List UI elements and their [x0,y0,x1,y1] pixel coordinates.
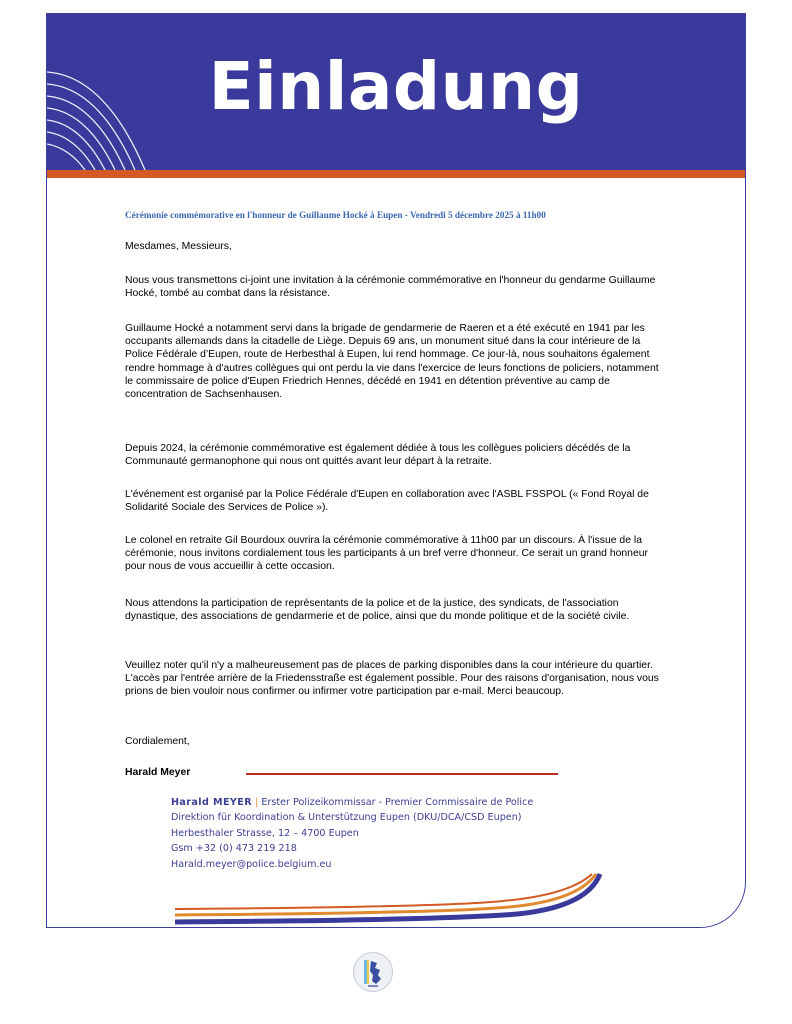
contact-separator: | [255,797,259,808]
footer-swoosh [47,14,746,928]
contact-phone: Gsm +32 (0) 473 219 218 [171,843,297,855]
contact-title: Erster Polizeikommissar - Premier Commissaire de Police [261,797,534,808]
closing: Cordialement, [125,736,190,747]
contact-email[interactable]: Harald.meyer@police.belgium.eu [171,858,332,870]
signature-name: Harald Meyer [125,767,191,778]
paragraph-6: Nous attendons la participation de représentants de la police et de la justice, des syndicats, de l'association dynastique, des associations de gendarmerie et de police, ainsi que du monde politique et de la société civile. [125,598,630,623]
letter-subject: Cérémonie commémorative en l'honneur de Guillaume Hocké à Eupen - Vendredi 5 décembre 2025 à 11h00 [125,210,546,220]
contact-name: Harald MEYER [171,797,252,808]
paragraph-3: Depuis 2024, la cérémonie commémorative est également dédiée à tous les collègues policiers décédés de la Communauté germanophone qui nous ont quittés avant leur départ à la retraite. [125,443,631,468]
salutation: Mesdames, Messieurs, [125,241,232,252]
paragraph-5: Le colonel en retraite Gil Bourdoux ouvrira la cérémonie commémorative à 11h00 par un discours. À l'issue de la cérémonie, nous invitons cordialement tous les participants à un bref verre d'honneur. Ce serait un grand honneur pour nous de vous accueillir à cette occasion. [125,535,648,573]
banner-title: Einladung [208,48,584,125]
paragraph-2: Guillaume Hocké a notamment servi dans la brigade de gendarmerie de Raeren et a été exécuté en 1941 par les occupants allemands dans la citadelle de Liège. Depuis 69 ans, un monument situé dans la cour intérieure de la Police Fédérale d’Eupen, route de Herbesthal à Eupen, lui rend hommage. Ce jour-là, nous souhaitons également rendre hommage à d'autres collègues qui ont perdu la vie dans l'exercice de leurs fonctions de policiers, notamment le commissaire de police d'Eupen Friedrich Hennes, décédé en 1941 en détention préventive au camp de concentration de Sachsenhausen. [125,323,659,401]
contact-block [171,795,611,872]
paragraph-1: Nous vous transmettons ci-joint une invitation à la cérémonie commémorative en l'honneur du gendarme Guillaume Hocké, tombé au combat dans la résistance. [125,275,656,300]
signature-line [246,773,558,775]
paragraph-7: Veuillez noter qu'il n'y a malheureusement pas de places de parking disponibles dans la cour intérieure du quartier. L'accès par l'entrée arrière de la Friedensstraße est également possible. Pour des raisons d'organisation, nous vous prions de bien vouloir nous confirmer ou infirmer votre participation par e-mail. Merci beaucoup. [125,660,659,698]
contact-header [171,795,611,810]
contact-address: Herbesthaler Strasse, 12 – 4700 Eupen [171,827,359,839]
paragraph-4: L'événement est organisé par la Police Fédérale d'Eupen en collaboration avec l'ASBL FSSPOL (« Fond Royal de Solidarité Sociale des Services de Police »). [125,489,649,514]
police-emblem-logo [352,951,394,993]
letter-frame [46,13,746,928]
contact-department: Direktion für Koordination & Unterstützung Eupen (DKU/DCA/CSD Eupen) [171,812,522,824]
